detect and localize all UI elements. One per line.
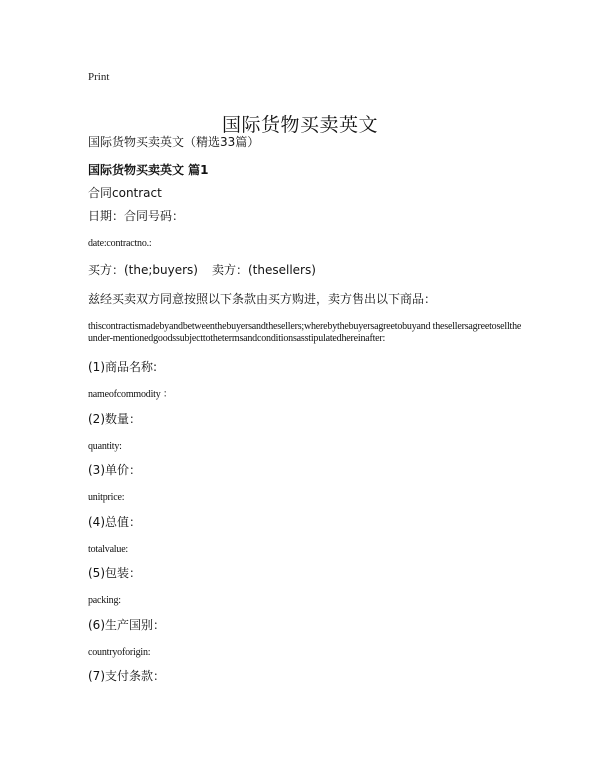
item1-en: nameofcommodity ： xyxy=(88,389,173,401)
date-cn-line: 日期：合同号码： xyxy=(88,209,185,223)
agreement-en-paragraph: thiscontractismadebyandbetweenthebuyersandthesellers;wherebythebuyersagreetobuyand thesellersagreetosellthe under-mentionedgoodssubjecttothetermsandconditionsasstipulatedhereinafter: xyxy=(88,320,522,345)
item3-cn: (3)单价： xyxy=(88,463,141,478)
contract-line: 合同contract xyxy=(88,186,162,200)
item6-cn: (6)生产国别： xyxy=(88,617,165,632)
date-en-line: date:contractno.: xyxy=(88,238,152,249)
section-heading: 国际货物买卖英文 篇1 xyxy=(88,163,209,177)
buyer-label: 买方：(the;buyers) xyxy=(88,262,198,277)
item3-en: unitprice: xyxy=(88,492,125,504)
print-link[interactable]: Print xyxy=(88,71,110,83)
seller-label: 卖方：(thesellers) xyxy=(212,262,316,277)
item1-cn: (1)商品名称: xyxy=(88,360,158,375)
item2-cn: (2)数量： xyxy=(88,411,141,426)
document-body xyxy=(88,186,528,684)
item6-en: countryoforigin: xyxy=(88,646,151,658)
item4-cn: (4)总值： xyxy=(88,514,141,529)
parties-row xyxy=(88,261,528,278)
item2-en: quantity: xyxy=(88,440,122,452)
agreement-cn-line: 兹经买卖双方同意按照以下条款由买方购进，卖方售出以下商品： xyxy=(88,291,437,306)
item5-en: packing: xyxy=(88,595,121,607)
item4-en: totalvalue: xyxy=(88,543,129,555)
item7-cn: (7)支付条款： xyxy=(88,669,165,684)
document-subtitle: 国际货物买卖英文（精选33篇） xyxy=(88,135,260,149)
item5-cn: (5)包装： xyxy=(88,566,141,581)
document-title: 国际货物买卖英文 xyxy=(221,113,378,136)
